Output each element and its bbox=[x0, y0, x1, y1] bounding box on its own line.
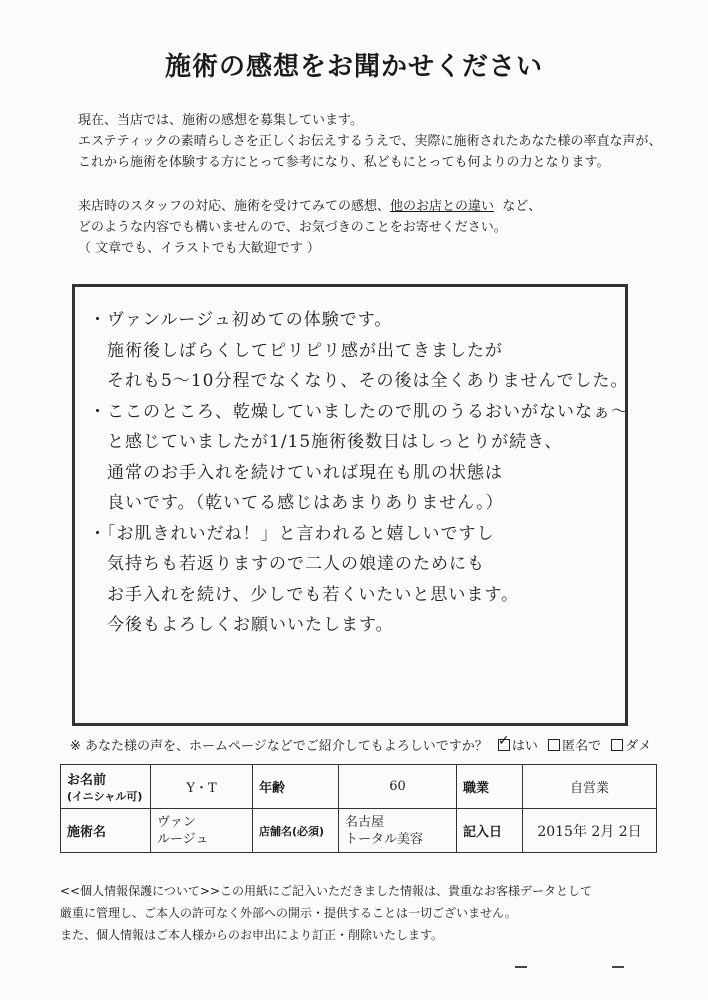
name-sublabel: (イニシャル可) bbox=[67, 790, 143, 803]
handwritten-line: と感じていましたが1/15施術後数日はしっとりが続き、 bbox=[89, 432, 563, 452]
checkbox-no[interactable] bbox=[611, 739, 623, 751]
intro-line: これから施術を体験する方にとって参考になり、私どもにとっても何よりの力となります。 bbox=[78, 155, 610, 170]
request-line-underline: 他のお店との違い bbox=[390, 199, 495, 214]
publish-permission-question bbox=[70, 735, 690, 754]
privacy-line: また、個人情報はご本人様からのお申出により訂正・削除いたします。 bbox=[60, 928, 444, 942]
handwritten-line: 施術後しばらくしてピリピリ感が出てきましたが bbox=[89, 340, 503, 361]
question-text: ※ あなた様の声を、ホームページなどでご紹介してもよろしいですか？ bbox=[70, 739, 488, 754]
option-no[interactable] bbox=[611, 735, 651, 754]
comment-box bbox=[72, 284, 628, 726]
request-line bbox=[78, 196, 678, 217]
request-line-post: など、 bbox=[502, 199, 542, 214]
name-label: お名前 bbox=[67, 773, 107, 788]
handwritten-line: ・ここのところ、乾燥していましたので肌のうるおいがないなぁ～ bbox=[89, 401, 629, 422]
page-mark bbox=[612, 966, 624, 968]
store-value-line: トータル美容 bbox=[345, 831, 424, 847]
handwritten-line: 今後もよろしくお願いいたします。 bbox=[89, 615, 394, 635]
handwritten-line: 気持ちも若返りますので二人の娘達のためにも bbox=[89, 554, 485, 574]
checkbox-anonymous[interactable] bbox=[548, 739, 560, 751]
page-mark bbox=[515, 966, 527, 968]
handwritten-line: それも5～10分程でなくなり、その後は全くありませんでした。 bbox=[89, 371, 629, 391]
handwritten-line: ・「お肌きれいだね！」と言われると嬉しいですし bbox=[89, 523, 495, 544]
handwritten-line: 良いです。（乾いてる感じはあまりありません。） bbox=[89, 493, 504, 513]
date-label: 記入日 bbox=[457, 809, 523, 853]
intro-line: エステティックの素晴らしさを正しくお伝えするうえで、実際に施術されたあなた様の率直な声が、 bbox=[78, 134, 662, 149]
store-value-line: 名古屋 bbox=[345, 814, 385, 830]
request-text bbox=[78, 196, 678, 259]
request-line: （ 文章でも、イラストでも大歓迎です ） bbox=[78, 241, 320, 256]
option-anonymous[interactable] bbox=[548, 735, 601, 754]
table-row bbox=[61, 809, 657, 853]
privacy-line: <<個人情報保護について>>この用紙にご記入いただきました情報は、貴重なお客様データとして bbox=[60, 884, 592, 898]
treatment-value-line: ヴァン bbox=[157, 814, 196, 830]
store-label: 店舗名(必須) bbox=[253, 809, 339, 853]
checkbox-yes[interactable] bbox=[498, 739, 510, 751]
option-label: 匿名で bbox=[562, 739, 602, 754]
store-value[interactable] bbox=[339, 809, 457, 853]
request-line-pre: 来店時のスタッフの対応、施術を受けてみての感想、 bbox=[78, 199, 391, 214]
job-label: 職業 bbox=[457, 765, 523, 809]
privacy-notice bbox=[60, 880, 680, 946]
table-row bbox=[61, 765, 657, 809]
job-value[interactable]: 自営業 bbox=[523, 765, 657, 809]
treatment-value[interactable] bbox=[151, 809, 253, 853]
option-yes[interactable] bbox=[498, 735, 538, 754]
privacy-line: 厳重に管理し、ご本人の許可なく外部への開示・提供することは一切ございません。 bbox=[60, 906, 517, 920]
page-title: 施術の感想をお聞かせください bbox=[164, 52, 543, 82]
info-table bbox=[60, 764, 657, 853]
date-value[interactable]: 2015年 2月 2日 bbox=[523, 809, 657, 853]
name-label-cell bbox=[61, 765, 151, 809]
handwritten-comment bbox=[89, 305, 629, 641]
intro-text bbox=[78, 110, 678, 173]
request-line: どのような内容でも構いませんので、お気づきのことをお寄せください。 bbox=[78, 220, 507, 235]
treatment-value-line: ルージュ bbox=[157, 831, 209, 847]
handwritten-line: ・ヴァンルージュ初めての体験です。 bbox=[89, 310, 393, 330]
handwritten-line: お手入れを続け、少しでも若くいたいと思います。 bbox=[89, 584, 519, 605]
handwritten-line: 通常のお手入れを続けていれば現在も肌の状態は bbox=[89, 462, 503, 483]
intro-line: 現在、当店では、施術の感想を募集しています。 bbox=[78, 113, 363, 128]
treatment-label: 施術名 bbox=[61, 809, 151, 853]
age-value[interactable]: 60 bbox=[339, 765, 457, 809]
age-label: 年齢 bbox=[253, 765, 339, 809]
option-label: ダメ bbox=[625, 739, 652, 754]
option-label: はい bbox=[511, 739, 538, 754]
name-value[interactable]: Y・T bbox=[151, 765, 253, 809]
